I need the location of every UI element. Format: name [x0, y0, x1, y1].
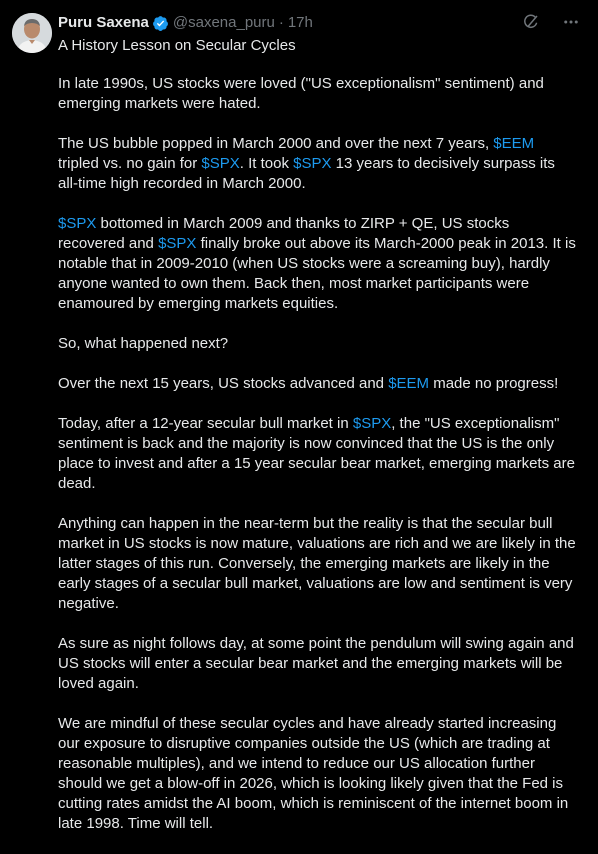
text-segment: tripled vs. no gain for	[58, 155, 202, 172]
paragraph-7: Anything can happen in the near-term but the reality is that the secular bull market in US stocks is now mature, valuations are rich and we are likely in the latter stages of this run. Conversely, the emerging markets are likely in the early stages of a secular bull market, valuations are low and sentiment is very negative.	[58, 515, 576, 612]
paragraph-4: So, what happened next?	[58, 335, 229, 352]
tweet-header	[58, 12, 578, 34]
cashtag-spx[interactable]: $SPX	[58, 215, 97, 232]
verified-badge-icon	[152, 15, 169, 32]
paragraph-8: As sure as night follows day, at some point the pendulum will swing again and US stocks will enter a secular bear market and the emerging markets will be loved again.	[58, 635, 574, 692]
text-segment: made no progress!	[429, 375, 559, 392]
paragraph-1: In late 1990s, US stocks were loved ("US exceptionalism" sentiment) and emerging markets were hated.	[58, 75, 544, 112]
tweet-body	[58, 74, 578, 854]
text-segment: Over the next 15 years, US stocks advanced and	[58, 375, 389, 392]
paragraph-5	[58, 374, 578, 394]
paragraph-6	[58, 414, 578, 494]
avatar[interactable]	[12, 13, 52, 53]
cashtag-spx[interactable]: $SPX	[201, 155, 240, 172]
text-segment: finally broke out above its March-2000 peak in 2013. It is notable that in 2009-2010 (when US stocks were a screaming buy), hardly anyone wanted to own them. Back then, most market participants were enamoured by emerging markets equities.	[58, 235, 576, 312]
cashtag-eem[interactable]: $EEM	[493, 135, 535, 152]
cashtag-spx[interactable]: $SPX	[293, 155, 332, 172]
text-segment: The US bubble popped in March 2000 and over the next 7 years,	[58, 135, 494, 152]
tweet-title: A History Lesson on Secular Cycles	[58, 37, 296, 54]
separator-dot: ·	[278, 14, 284, 31]
author-handle[interactable]: @saxena_puru	[172, 14, 275, 31]
text-segment: bottomed in March 2009 and thanks to ZIRP + QE, US stocks recovered and	[58, 215, 510, 252]
paragraph-3	[58, 214, 578, 314]
avatar-image	[12, 13, 52, 53]
more-options-icon[interactable]	[562, 13, 580, 31]
text-segment: Today, after a 12-year secular bull market in	[58, 415, 353, 432]
text-segment: , the "US exceptionalism" sentiment is back and the majority is now convinced that the US is the only place to invest and after a 15 year secular bear market, emerging markets are dead.	[58, 415, 575, 492]
grok-icon[interactable]	[522, 13, 540, 31]
cashtag-spx[interactable]: $SPX	[158, 235, 197, 252]
paragraph-2	[58, 134, 578, 194]
author-name[interactable]: Puru Saxena	[58, 14, 149, 31]
header-actions	[522, 13, 580, 31]
cashtag-spx[interactable]: $SPX	[352, 415, 392, 432]
text-segment: 13 years to decisively surpass its all-time high recorded in March 2000.	[58, 155, 555, 192]
text-segment: . It took	[239, 155, 294, 172]
timestamp[interactable]: 17h	[287, 14, 313, 31]
cashtag-eem[interactable]: $EEM	[388, 375, 430, 392]
paragraph-9: We are mindful of these secular cycles and have already started increasing our exposure to disruptive companies outside the US (which are trading at reasonable multiples), and we intend to reduce our US allocation further should we get a blow-off in 2026, which is looking likely given that the Fed is cutting rates amidst the AI boom, which is reminiscent of the internet boom in late 1998. Time will tell.	[58, 715, 569, 832]
